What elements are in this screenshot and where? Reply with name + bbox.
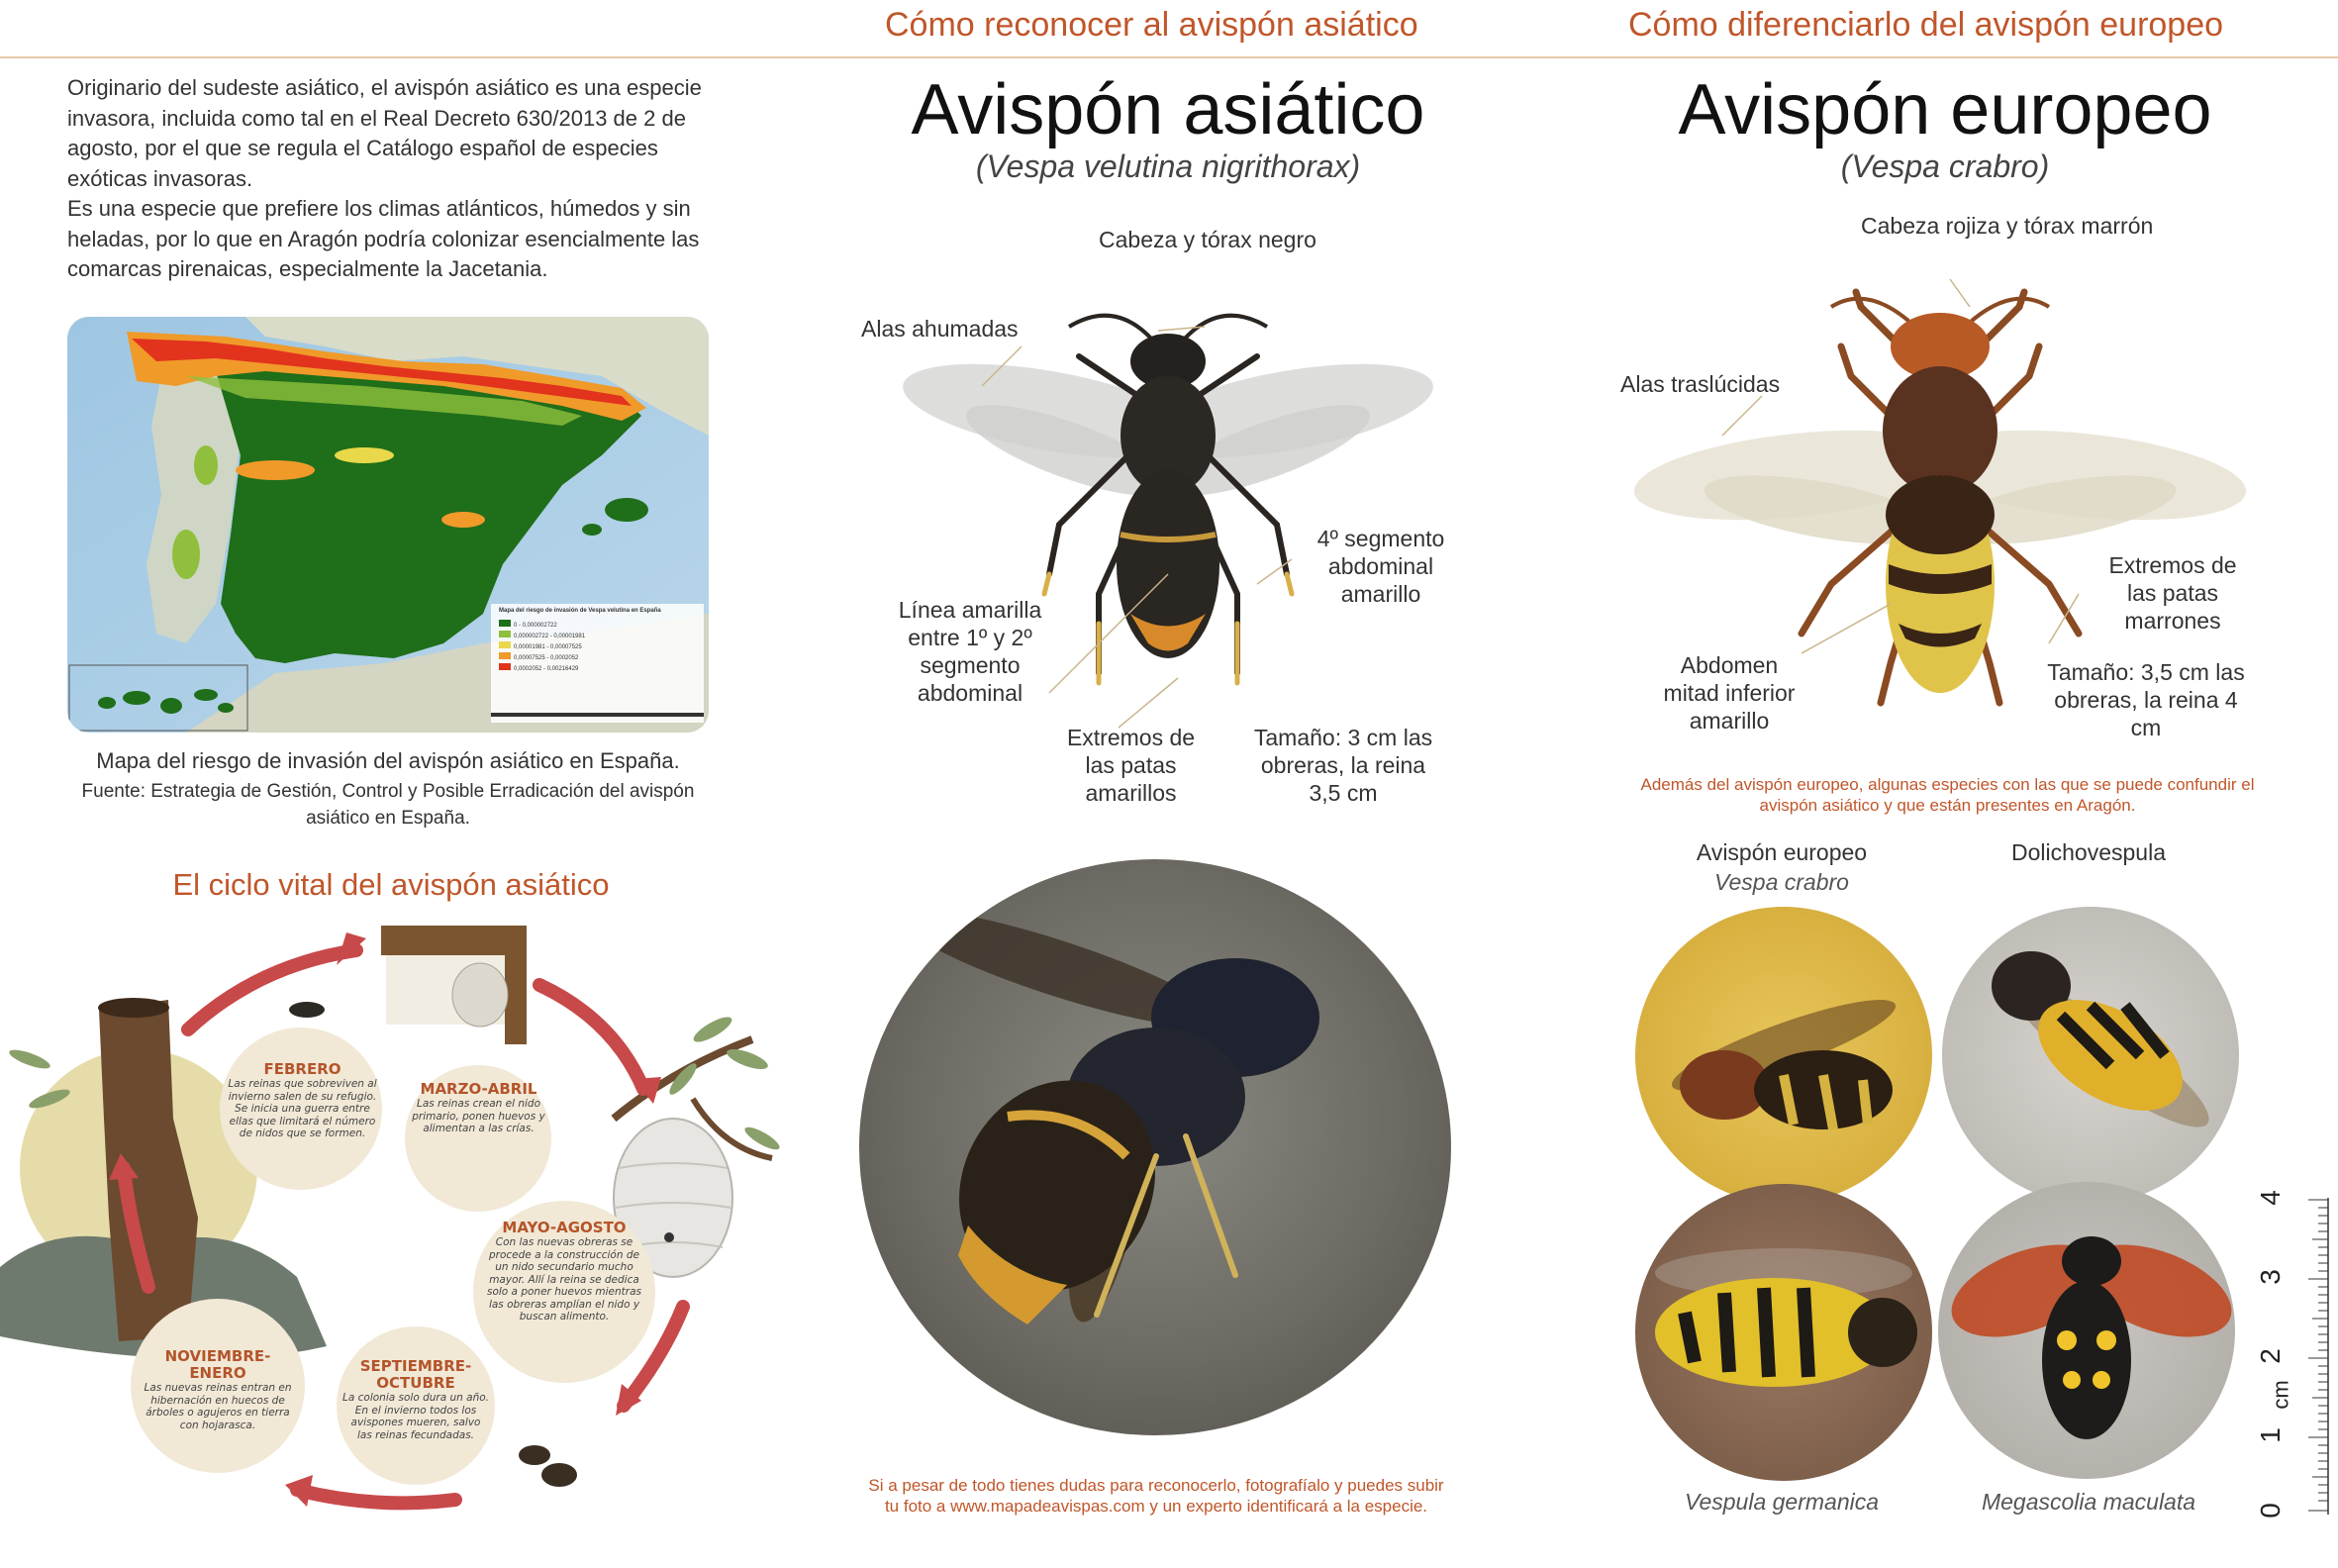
legend-swatch	[499, 652, 511, 659]
ruler-unit: cm	[2268, 1380, 2293, 1410]
european-label-wings: Alas traslúcidas	[1620, 371, 1781, 397]
section-header-differentiate: Cómo diferenciarlo del avispón europeo	[1628, 6, 2224, 44]
section-header-recognize: Cómo reconocer al avispón asiático	[885, 6, 1418, 44]
cycle-stage-november-january: NOVIEMBRE-ENERO Las nuevas reinas entran en hibernación en huecos de árboles o agujeros en tierra con hojarasca.	[144, 1347, 292, 1431]
asian-callout-lines	[851, 277, 1406, 772]
cycle-title: El ciclo vital del avispón asiático	[172, 867, 610, 902]
european-hornet-title: Avispón europeo	[1678, 70, 2212, 149]
ruler-label-2: 2	[2254, 1348, 2286, 1364]
cycle-stage-february: FEBRERO Las reinas que sobreviven al invierno salen de su refugio. Se inicia una guerra entre ellas que limitará el número de nidos que se formen.	[228, 1060, 377, 1139]
asian-hornet-photo	[859, 859, 1451, 1435]
species-3-scientific: Vespula germanica	[1684, 1489, 1880, 1515]
legend-item: 0,00007525 - 0,0002052	[499, 652, 618, 663]
size-ruler	[2245, 1188, 2338, 1524]
legend-swatch	[499, 620, 511, 627]
legend-item: 0,000002722 - 0,00001981	[499, 631, 618, 641]
ruler-label-1: 1	[2254, 1427, 2286, 1443]
ruler-label-3: 3	[2254, 1269, 2286, 1285]
intro-paragraph-2: Es una especie que prefiere los climas atlánticos, húmedos y sin heladas, por lo que en Aragón podría colonizar esencialmente las comarcas pirenaicas, especialmente la Jacetania.	[67, 196, 700, 281]
legend-item: 0,00001981 - 0,00007525	[499, 641, 618, 652]
asian-label-head: Cabeza y tórax negro	[1099, 227, 1316, 252]
species-1-scientific: Vespa crabro	[1714, 869, 1849, 895]
ruler-label-4: 4	[2254, 1190, 2286, 1206]
european-label-abdomen: Abdomen mitad inferior amarillo	[1663, 652, 1796, 734]
map-caption: Mapa del riesgo de invasión del avispón asiático en España.	[96, 748, 680, 773]
european-label-size: Tamaño: 3,5 cm las obreras, la reina 4 cm	[2047, 659, 2245, 740]
photo-megascolia-maculata	[1938, 1182, 2235, 1479]
species-2-name: Dolichovespula	[2011, 839, 2166, 865]
map-legend-title: Mapa del riesgo de invasión de Vespa velutina en España	[499, 608, 661, 614]
legend-swatch	[499, 631, 511, 637]
cycle-stage-september-october: SEPTIEMBRE-OCTUBRE La colonia solo dura un año. En el invierno todos los avispones mueren, salvo las reinas fecundadas.	[342, 1357, 489, 1441]
map-source: Fuente: Estrategia de Gestión, Control y Posible Erradicación del avispón asiático en España.	[81, 781, 695, 829]
photo-upload-note: Si a pesar de todo tienes dudas para reconocerlo, fotografíalo y puedes subir tu foto a www.mapadeavispas.com y un experto identificará a la especie.	[868, 1476, 1444, 1516]
asian-hornet-scientific-name: (Vespa velutina nigrithorax)	[975, 148, 1361, 184]
legend-swatch	[499, 641, 511, 648]
photo-vespula-germanica	[1635, 1184, 1932, 1481]
header-rule	[0, 56, 2338, 58]
european-label-head: Cabeza rojiza y tórax marrón	[1861, 213, 2154, 239]
life-cycle-illustration	[0, 921, 792, 1534]
photo-vespa-crabro	[1635, 907, 1932, 1204]
european-callout-lines	[1683, 267, 2197, 742]
confusion-species-note: Además del avispón europeo, algunas especies con las que se puede confundir el avispón asiático y que están presentes en Aragón.	[1640, 775, 2255, 815]
asian-hornet-title: Avispón asiático	[911, 70, 1425, 149]
map-legend	[499, 620, 618, 674]
invasion-risk-map	[67, 317, 709, 733]
legend-swatch	[499, 663, 511, 670]
ruler-label-0: 0	[2254, 1503, 2286, 1519]
cycle-stage-march-april: MARZO-ABRIL Las reinas crean el nido primario, ponen huevos y alimentan a las crías.	[412, 1080, 545, 1134]
european-label-legs: Extremos de las patas marrones	[2108, 552, 2237, 634]
photo-dolichovespula	[1942, 907, 2239, 1204]
asian-label-yellow-line: Línea amarilla entre 1º y 2º segmento abdominal	[898, 597, 1042, 706]
asian-label-size: Tamaño: 3 cm las obreras, la reina 3,5 cm	[1253, 725, 1433, 806]
legend-item: 0,0002052 - 0,00216429	[499, 663, 618, 674]
european-hornet-scientific-name: (Vespa crabro)	[1840, 148, 2050, 184]
species-1-name: Avispón europeo	[1696, 839, 1868, 865]
asian-label-segment4: 4º segmento abdominal amarillo	[1316, 526, 1445, 607]
asian-label-legs: Extremos de las patas amarillos	[1066, 725, 1196, 806]
asian-label-wings: Alas ahumadas	[861, 316, 1019, 342]
legend-item: 0 - 0,000002722	[499, 620, 618, 631]
intro-text	[67, 73, 716, 285]
cycle-stage-may-august: MAYO-AGOSTO Con las nuevas obreras se procede a la construcción de un nido secundario mucho mayor. Allí la reina se dedica solo a poner huevos mientras las obreras amplían el nido y buscan alimento.	[486, 1219, 642, 1323]
intro-paragraph-1: Originario del sudeste asiático, el avispón asiático es una especie invasora, incluida como tal en el Real Decreto 630/2013 de 2 de agosto, por el que se regula el Catálogo español de especies exóticas invasoras.	[67, 75, 702, 191]
species-4-scientific: Megascolia maculata	[1981, 1489, 2196, 1515]
